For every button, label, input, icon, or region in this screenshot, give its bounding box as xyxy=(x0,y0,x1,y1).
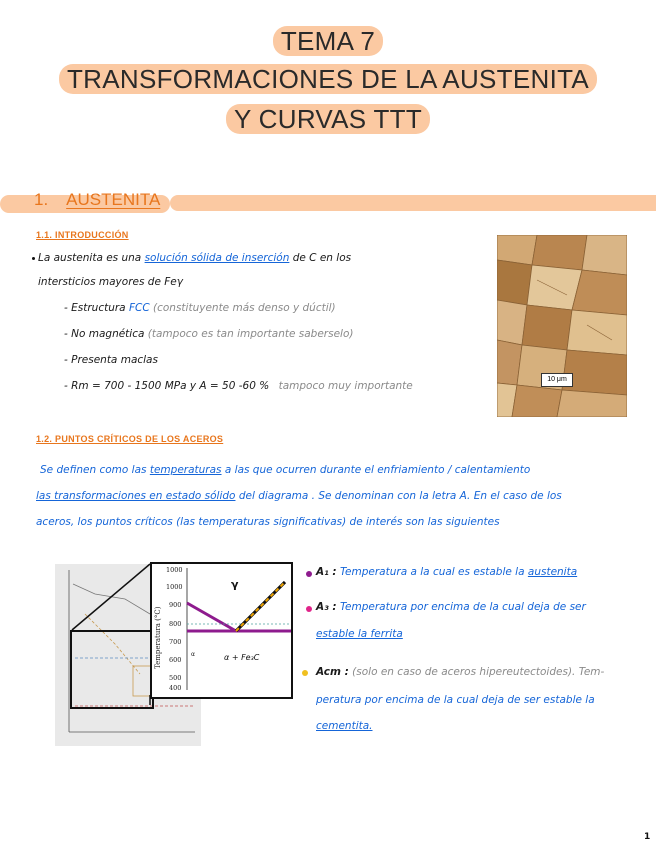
ytick: 900 xyxy=(169,601,182,609)
zoomed-diagram xyxy=(150,562,293,699)
intro-line-2: intersticios mayores de Feγ xyxy=(38,276,183,288)
bullet-a3 xyxy=(306,606,312,612)
title-line-3: Y CURVAS TTT xyxy=(0,104,656,135)
micrograph-grains xyxy=(497,235,627,417)
bullet-acm xyxy=(302,670,308,676)
list-item: - Rm = 700 - 1500 MPa y A = 50 -60 % tampoco muy importante xyxy=(64,380,413,392)
paragraph-line-2: las transformaciones en estado sólido del diagrama . Se denominan con la letra A. En el caso de los xyxy=(36,490,562,502)
zoomed-phase-plot xyxy=(152,564,291,697)
section-rule xyxy=(170,195,656,211)
scale-bar: 10 μm xyxy=(541,373,573,387)
point-a3-cont: estable la ferrita xyxy=(316,628,403,640)
section-title: 1. AUSTENITA xyxy=(34,190,161,209)
ytick: 400 xyxy=(169,684,182,692)
gamma-label: γ xyxy=(231,578,239,591)
point-acm-cont: peratura por encima de la cual deja de ser estable la xyxy=(316,694,595,706)
list-item: - Presenta maclas xyxy=(64,354,158,366)
ytick: 500 xyxy=(169,674,182,682)
ytick: 700 xyxy=(169,638,182,646)
paragraph-line-1: Se definen como las temperaturas a las que ocurren durante el enfriamiento / calentamiento xyxy=(40,464,531,476)
title-line-2: TRANSFORMACIONES DE LA AUSTENITA xyxy=(0,64,656,95)
subheading-puntos-criticos: 1.2. PUNTOS CRÍTICOS DE LOS ACEROS xyxy=(36,434,224,444)
ytick: 1000 xyxy=(166,583,183,591)
bullet-dot xyxy=(32,257,35,260)
subheading-introduccion: 1.1. INTRODUCCIÓN xyxy=(36,230,129,240)
austenite-micrograph xyxy=(497,235,627,417)
alpha-label: α xyxy=(191,651,195,658)
zoom-connector-lines xyxy=(70,562,152,707)
phase-label: α + Fe₃C xyxy=(224,653,260,662)
list-item: - Estructura FCC (constituyente más denso y dúctil) xyxy=(64,302,336,314)
ytick: 1000 xyxy=(166,566,183,574)
title-line-1: TEMA 7 xyxy=(0,26,656,57)
list-item: - No magnética (tampoco es tan importante saberselo) xyxy=(64,328,354,340)
point-a1: A₁ : Temperatura a la cual es estable la austenita xyxy=(316,566,578,578)
y-axis-label: Temperatura (°C) xyxy=(154,606,162,669)
ytick: 600 xyxy=(169,656,182,664)
point-a3: A₃ : Temperatura por encima de la cual deja de ser xyxy=(316,601,586,613)
paragraph-line-3: aceros, los puntos críticos (las temperaturas significativas) de interés son las siguientes xyxy=(36,516,500,528)
intro-line-1: La austenita es una solución sólida de inserción de C en los xyxy=(38,252,352,264)
point-acm: Acm : (solo en caso de aceros hipereutectoides). Tem- xyxy=(316,666,605,678)
bullet-a1 xyxy=(306,571,312,577)
ytick: 800 xyxy=(169,620,182,628)
point-acm-cont-2: cementita. xyxy=(316,720,373,732)
page-number: 1 xyxy=(644,832,651,842)
